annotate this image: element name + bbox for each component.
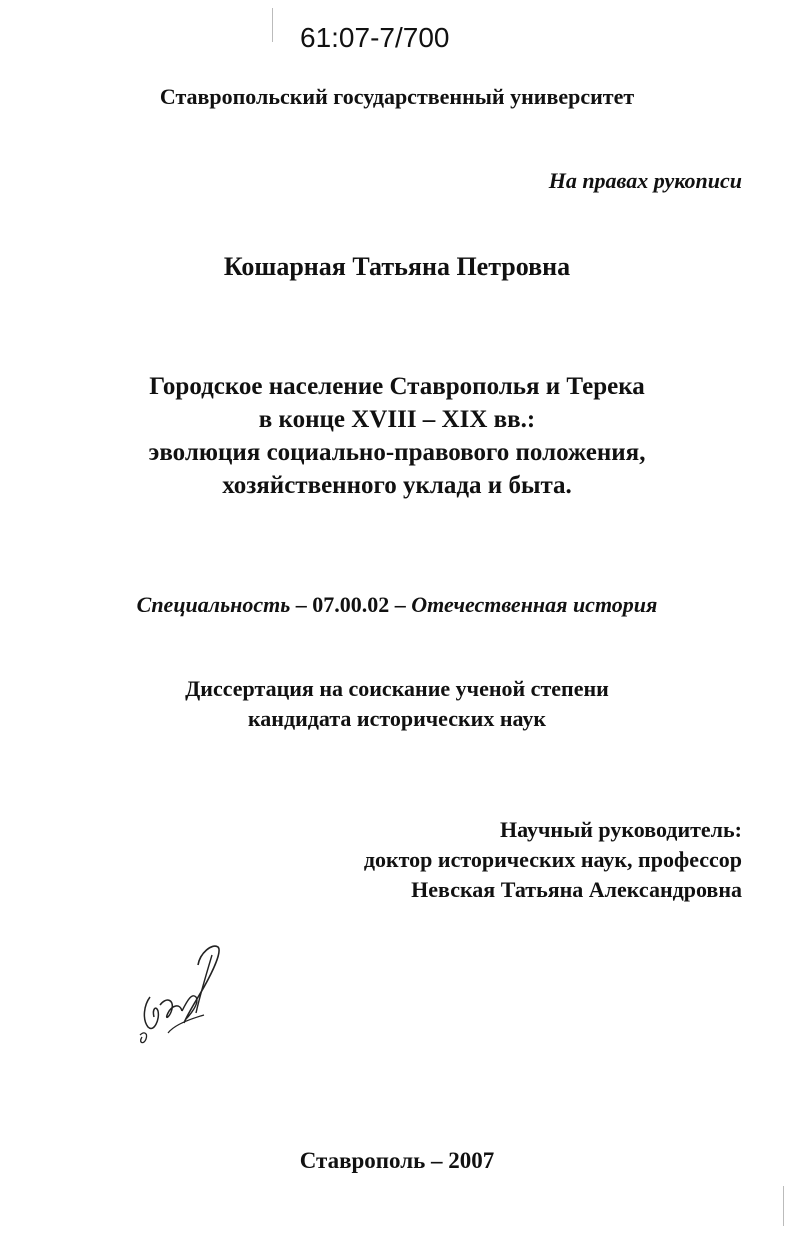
supervisor-name: Невская Татьяна Александровна [411, 877, 742, 902]
scan-edge-mark [783, 1186, 784, 1226]
handwritten-signature [130, 935, 240, 1050]
archive-stamp-code: 61:07-7/700 [300, 22, 450, 53]
degree-line: кандидата исторических наук [247, 706, 547, 731]
supervisor-block [364, 815, 742, 905]
university-name: Ставропольский государственный университет [159, 84, 635, 109]
supervisor-heading: Научный руководитель: [500, 817, 742, 842]
specialty-code: 07.00.02 [312, 592, 390, 617]
title-line: эволюция социально-правового положения, [148, 439, 646, 466]
title-line: Городское население Ставрополья и Терека [149, 373, 645, 400]
specialty-name: Отечественная история [411, 592, 658, 617]
supervisor-degree: доктор исторических наук, профессор [363, 847, 742, 872]
specialty-dash: – [389, 592, 412, 617]
specialty-dash: – [290, 592, 313, 617]
title-line: хозяйственного уклада и быта. [222, 472, 572, 499]
dissertation-title [0, 370, 794, 502]
specialty-line [0, 592, 794, 618]
city-year: Ставрополь – 2007 [299, 1148, 495, 1173]
author-name: Кошарная Татьяна Петровна [223, 252, 571, 281]
degree-line: Диссертация на соискание ученой степени [185, 676, 609, 701]
title-line: в конце XVIII – XIX вв.: [258, 406, 536, 433]
specialty-label: Специальность [136, 592, 291, 617]
degree-statement [0, 674, 794, 734]
scan-edge-mark [272, 8, 273, 42]
rights-note: На правах рукописи [548, 168, 742, 193]
